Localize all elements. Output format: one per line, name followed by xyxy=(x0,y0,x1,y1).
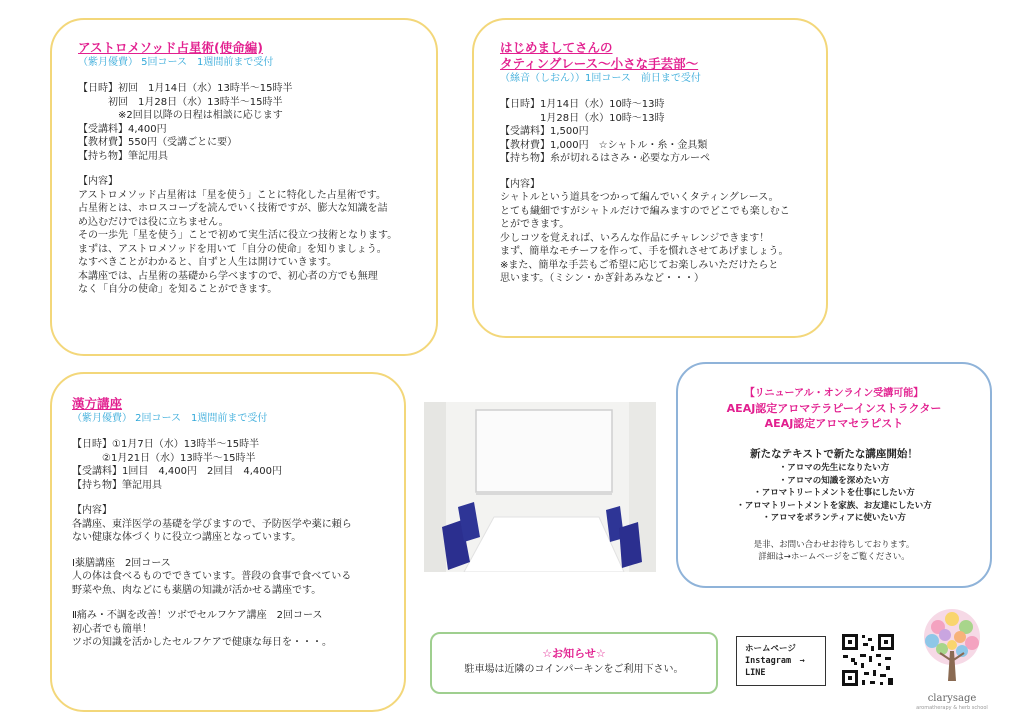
logo-tagline: aromatherapy & herb school xyxy=(916,705,988,711)
kampo-course1-line: Ⅰ薬膳講座 2回コース xyxy=(72,557,171,569)
kampo-course1-line: 野菜や魚、肉などにも薬膳の知識が活かせる講座です。 xyxy=(72,584,322,596)
astro-line: 初回 1月28日（水）13時半〜15時半 xyxy=(78,96,283,108)
aroma-item: ・アロマをボランティアに使いたい方 xyxy=(762,513,906,523)
tatting-content-line: とても繊細ですがシャトルだけで編みますのでどこでも楽しむこ xyxy=(500,205,790,217)
kampo-title: 漢方講座 xyxy=(72,396,123,411)
kampo-course2-line: Ⅱ痛み・不調を改善！ツボでセルフケア講座 2回コース xyxy=(72,610,323,621)
kampo-line: 【日時】①1月7日（水）13時半〜15時半 xyxy=(72,439,260,450)
astro-subtitle: （紫月優費） 5回コース 1週間前まで受付 xyxy=(78,57,274,68)
astro-content-line: め込むだけでは役に立ちません。 xyxy=(78,216,229,228)
tatting-line: 1月28日（水）10時〜13時 xyxy=(500,112,665,124)
tatting-subtitle: （絲音（しおん））1回コース 前日まで受付 xyxy=(500,73,701,84)
astro-line: 【教材費】550円（受講ごとに要） xyxy=(78,137,238,148)
notice-card xyxy=(430,632,718,694)
logo-name: clarysage xyxy=(927,693,977,704)
kampo-subtitle: （紫月優費） 2回コース 1週間前まで受付 xyxy=(72,413,268,424)
kampo-course2-line: 初心者でも簡単！ xyxy=(72,623,152,635)
tatting-line: 【教材費】1,000円 ☆シャトル・糸・金具類 xyxy=(500,139,708,151)
kampo-course2-line: ツボの知識を活かしたセルフケアで健康な毎日を・・・。 xyxy=(72,637,332,648)
astro-content-line: なく「自分の使命」を知ることができます。 xyxy=(78,284,278,295)
notice-title: ☆お知らせ☆ xyxy=(542,647,606,660)
kampo-line: 【持ち物】筆記用具 xyxy=(72,479,162,491)
classroom-illustration xyxy=(424,402,656,572)
astro-content-line: まずは、アストロメソッドを用いて「自分の使命」を知りましょう。 xyxy=(78,243,387,255)
astro-content-line: なすべきことがわかると、自ずと人生は開けていきます。 xyxy=(78,257,337,268)
tatting-content-line: 思います。（ミシン・かぎ針あみなど・・・） xyxy=(500,273,704,284)
instagram-link[interactable]: Instagram → xyxy=(745,656,805,666)
tatting-content-line: とができます。 xyxy=(500,219,570,230)
astro-line: 【持ち物】筆記用具 xyxy=(78,150,168,162)
aroma-footer-2: 詳細は→ホームページをご覧ください。 xyxy=(758,552,910,562)
kampo-course1-line: 人の体は食べるものでできています。普段の食事で食べている xyxy=(72,571,352,582)
tatting-content-line: ※また、簡単な手芸もご希望に応じてお楽しみいただけたらと xyxy=(500,259,779,271)
kampo-content-line: ない健康な体づくりに役立つ講座となっています。 xyxy=(72,532,302,543)
qr-code-icon[interactable] xyxy=(840,632,896,688)
homepage-link[interactable]: ホームページ xyxy=(745,644,796,654)
tatting-content-line: 少しコツを覚えれば、いろんな作品にチャレンジできます！ xyxy=(500,232,770,244)
astro-content-line: 本講座では、占星術の基礎から学べますので、初心者の方でも無理 xyxy=(78,270,378,282)
kampo-course-card xyxy=(50,372,406,712)
classroom-photo xyxy=(424,402,656,572)
kampo-content-label: 【内容】 xyxy=(72,505,112,516)
astro-content-label: 【内容】 xyxy=(78,176,118,187)
tatting-line: 【日時】1月14日（水）10時〜13時 xyxy=(500,99,665,110)
tatting-line: 【持ち物】糸が切れるはさみ・必要な方ルーペ xyxy=(500,153,710,164)
aroma-course-card xyxy=(676,362,992,588)
astro-title: アストロメソッド占星術(使命編) xyxy=(78,40,263,55)
kampo-content-line: 各講座、東洋医学の基礎を学びますので、予防医学や薬に頼ら xyxy=(72,518,352,530)
tatting-content-line: まず、簡単なモチーフを作って、手を慣れさせてあげましょう。 xyxy=(500,246,789,257)
kampo-line: ②1月21日（水）13時半〜15時半 xyxy=(72,452,256,464)
astro-content-line: その一歩先「星を使う」ことで初めて実生活に役立つ技術となります。 xyxy=(78,230,398,241)
astro-line: ※2回目以降の日程は相談に応じます xyxy=(78,110,283,121)
tatting-content-label: 【内容】 xyxy=(500,178,540,190)
tatting-title: はじめましてさんの xyxy=(500,40,613,55)
aroma-item: ・アロマの先生になりたい方 xyxy=(778,463,890,473)
aroma-footer: 是非、お問い合わせお待ちしております。 xyxy=(753,539,915,550)
tatting-line: 【受講料】1,500円 xyxy=(500,126,589,137)
clarysage-logo xyxy=(912,605,992,713)
aroma-item: ・アロマトリートメントを仕事にしたい方 xyxy=(753,488,915,498)
tatting-title-2: タティングレース〜小さな手芸部〜 xyxy=(500,56,699,71)
aroma-lead: 新たなテキストで新たな講座開始！ xyxy=(750,448,918,460)
notice-text: 駐車場は近隣のコインパーキンをご利用下さい。 xyxy=(464,664,684,675)
links-box xyxy=(736,636,826,686)
astro-line: 【日時】初回 1月14日（水）13時半〜15時半 xyxy=(78,83,293,94)
line-link[interactable]: LINE xyxy=(745,668,766,678)
astro-content-line: 占星術とは、ホロスコープを読んでいく技術ですが、膨大な知識を詰 xyxy=(78,203,388,214)
aroma-heading-3: AEAJ認定アロマセラピスト xyxy=(764,417,904,430)
kampo-line: 【受講料】1回目 4,400円 2回目 4,400円 xyxy=(72,466,282,477)
astro-line: 【受講料】4,400円 xyxy=(78,123,167,135)
aroma-heading: 【リニューアル・オンライン受講可能】 xyxy=(744,388,924,399)
astro-course-card xyxy=(50,18,438,356)
tatting-course-card xyxy=(472,18,828,338)
tatting-content-line: シャトルという道具をつかって編んでいくタティングレース。 xyxy=(500,192,779,203)
aroma-heading-2: AEAJ認定アロマテラピーインストラクター xyxy=(726,402,942,415)
aroma-item: ・アロマトリートメントを家族、お友達にしたい方 xyxy=(736,500,932,511)
tree-icon xyxy=(912,605,992,689)
astro-content-line: アストロメソッド占星術は「星を使う」ことに特化した占星術です。 xyxy=(78,189,386,201)
aroma-item: ・アロマの知識を深めたい方 xyxy=(778,475,890,486)
